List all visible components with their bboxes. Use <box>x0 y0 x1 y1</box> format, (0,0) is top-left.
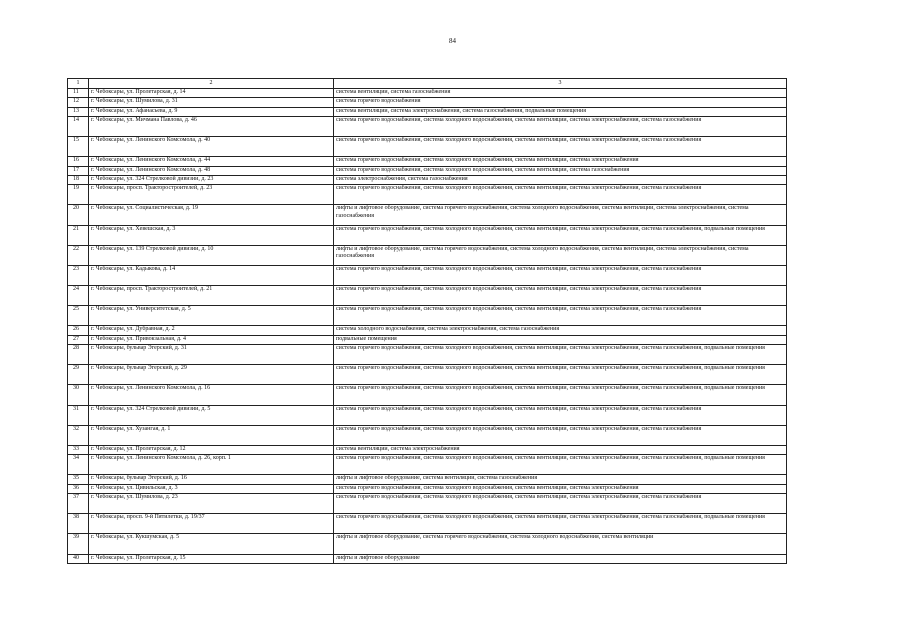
systems-cell: система горячего водоснабжения, система холодного водоснабжения, система вентиляции, система электроснабжения, система газоснабжения <box>334 137 787 157</box>
row-number-cell: 11 <box>68 89 89 98</box>
table-row <box>68 205 787 225</box>
address-cell: г. Чебоксары, ул. 324 Стрелковой дивизии, д. 5 <box>89 405 334 425</box>
table-row <box>68 265 787 285</box>
systems-cell: система горячего водоснабжения, система холодного водоснабжения, система вентиляции, система электроснабжения, система газоснабжения, подвальные помещения <box>334 345 787 365</box>
row-number-cell: 14 <box>68 116 89 136</box>
address-cell: г. Чебоксары, просп. Тракторостроителей, д. 21 <box>89 286 334 306</box>
table-row <box>68 157 787 166</box>
systems-cell: система горячего водоснабжения, система холодного водоснабжения, система вентиляции, система электроснабжения, система газоснабжения <box>334 306 787 326</box>
row-number-cell: 38 <box>68 514 89 534</box>
row-number-cell: 34 <box>68 455 89 475</box>
address-cell: г. Чебоксары, ул. Социалистическая, д. 19 <box>89 205 334 225</box>
systems-cell: лифты и лифтовое оборудование, система горячего водоснабжения, система холодного водоснабжения, система вентиляции, система электроснабжения, система газоснабжения <box>334 205 787 225</box>
table-row <box>68 345 787 365</box>
row-number-cell: 32 <box>68 425 89 445</box>
row-number-cell: 28 <box>68 345 89 365</box>
systems-cell: система вентиляции, система электроснабжения, система газоснабжения, подвальные помещения <box>334 107 787 116</box>
table-row <box>68 534 787 554</box>
address-cell: г. Чебоксары, ул. Ленинского Комсомола, д. 26, корп. 1 <box>89 455 334 475</box>
row-number-cell: 12 <box>68 98 89 107</box>
systems-cell: система горячего водоснабжения, система холодного водоснабжения, система вентиляции, система электроснабжения, система газоснабжения <box>334 185 787 205</box>
row-number-cell: 16 <box>68 157 89 166</box>
address-cell: г. Чебоксары, просп. 9-й Пятилетки, д. 19/37 <box>89 514 334 534</box>
table-row <box>68 475 787 484</box>
systems-cell: система горячего водоснабжения, система холодного водоснабжения, система вентиляции, система электроснабжения, система газоснабжения <box>334 265 787 285</box>
row-number-cell: 29 <box>68 365 89 385</box>
row-number-cell: 20 <box>68 205 89 225</box>
address-cell: г. Чебоксары, ул. Шумилова, д. 23 <box>89 494 334 514</box>
systems-cell: система горячего водоснабжения, система холодного водоснабжения, система вентиляции, система электроснабжения, система газоснабжения, подвальные помещения <box>334 514 787 534</box>
systems-cell: система горячего водоснабжения, система холодного водоснабжения, система вентиляции, система электроснабжения <box>334 157 787 166</box>
address-cell: г. Чебоксары, ул. Университетская, д. 5 <box>89 306 334 326</box>
systems-cell: система горячего водоснабжения, система холодного водоснабжения, система вентиляции, система электроснабжения, система газоснабжения <box>334 425 787 445</box>
table-row <box>68 514 787 534</box>
page-number: 84 <box>449 37 456 45</box>
systems-cell: система вентиляции, система газоснабжения <box>334 89 787 98</box>
systems-cell: система электроснабжения, система газоснабжения <box>334 175 787 184</box>
row-number-cell: 37 <box>68 494 89 514</box>
systems-cell: подвальные помещения <box>334 335 787 344</box>
address-cell: г. Чебоксары, ул. 139 Стрелковой дивизии, д. 10 <box>89 245 334 265</box>
systems-cell: система горячего водоснабжения <box>334 98 787 107</box>
table-row <box>68 225 787 245</box>
address-cell: г. Чебоксары, бульвар Эгерский, д. 29 <box>89 365 334 385</box>
table-row <box>68 425 787 445</box>
address-cell: г. Чебоксары, ул. Ленинского Комсомола, д. 40 <box>89 137 334 157</box>
address-cell: г. Чебоксары, просп. Тракторостроителей, д. 23 <box>89 185 334 205</box>
systems-cell: система горячего водоснабжения, система холодного водоснабжения, система вентиляции, система электроснабжения <box>334 484 787 493</box>
address-cell: г. Чебоксары, ул. Афанасьева, д. 9 <box>89 107 334 116</box>
table-row <box>68 484 787 493</box>
row-number-cell: 39 <box>68 534 89 554</box>
table-row <box>68 137 787 157</box>
systems-cell: система горячего водоснабжения, система холодного водоснабжения, система вентиляции, система электроснабжения, система газоснабжения, подвальные помещения <box>334 365 787 385</box>
systems-cell: система горячего водоснабжения, система холодного водоснабжения, система вентиляции, система электроснабжения, система газоснабжения <box>334 286 787 306</box>
row-number-cell: 31 <box>68 405 89 425</box>
row-number-cell: 25 <box>68 306 89 326</box>
table-row <box>68 98 787 107</box>
table-body <box>68 89 787 564</box>
column-header-systems: 3 <box>334 79 787 89</box>
address-cell: г. Чебоксары, ул. Ленинского Комсомола, д. 44 <box>89 157 334 166</box>
table-row <box>68 385 787 405</box>
table-row <box>68 185 787 205</box>
address-cell: г. Чебоксары, ул. Ленинского Комсомола, д. 16 <box>89 385 334 405</box>
address-cell: г. Чебоксары, ул. Дубравная, д. 2 <box>89 326 334 335</box>
buildings-systems-table <box>67 78 787 564</box>
address-cell: г. Чебоксары, ул. Ленинского Комсомола, д. 48 <box>89 166 334 175</box>
row-number-cell: 36 <box>68 484 89 493</box>
row-number-cell: 33 <box>68 446 89 455</box>
systems-cell: лифты и лифтовое оборудование, система горячего водоснабжения, система холодного водоснабжения, система вентиляции <box>334 534 787 554</box>
address-cell: г. Чебоксары, бульвар Эгерский, д. 31 <box>89 345 334 365</box>
table-row <box>68 116 787 136</box>
address-cell: г. Чебоксары, ул. Хузангая, д. 1 <box>89 425 334 445</box>
row-number-cell: 15 <box>68 137 89 157</box>
table-row <box>68 446 787 455</box>
row-number-cell: 17 <box>68 166 89 175</box>
address-cell: г. Чебоксары, ул. Пролетарская, д. 12 <box>89 446 334 455</box>
address-cell: г. Чебоксары, бульвар Эгерский, д. 16 <box>89 475 334 484</box>
address-cell: г. Чебоксары, ул. Кадыкова, д. 14 <box>89 265 334 285</box>
address-cell: г. Чебоксары, ул. Мичмана Павлова, д. 46 <box>89 116 334 136</box>
row-number-cell: 27 <box>68 335 89 344</box>
systems-cell: система горячего водоснабжения, система холодного водоснабжения, система вентиляции, система газоснабжения <box>334 166 787 175</box>
systems-cell: лифты и лифтовое оборудование <box>334 554 787 563</box>
row-number-cell: 40 <box>68 554 89 563</box>
table-row <box>68 455 787 475</box>
row-number-cell: 24 <box>68 286 89 306</box>
systems-cell: система горячего водоснабжения, система холодного водоснабжения, система вентиляции, система электроснабжения, система газоснабжения <box>334 405 787 425</box>
systems-cell: система вентиляции, система электроснабжения <box>334 446 787 455</box>
address-cell: г. Чебоксары, ул. Пролетарская, д. 15 <box>89 554 334 563</box>
table-row <box>68 175 787 184</box>
systems-cell: система горячего водоснабжения, система холодного водоснабжения, система вентиляции, система электроснабжения, система газоснабжения, подвальные помещения <box>334 225 787 245</box>
address-cell: г. Чебоксары, ул. Привокзальная, д. 4 <box>89 335 334 344</box>
table-row <box>68 306 787 326</box>
table-row <box>68 554 787 563</box>
table-row <box>68 166 787 175</box>
table-row <box>68 405 787 425</box>
row-number-cell: 23 <box>68 265 89 285</box>
address-cell: г. Чебоксары, ул. Пролетарская, д. 14 <box>89 89 334 98</box>
systems-cell: система горячего водоснабжения, система холодного водоснабжения, система вентиляции, система электроснабжения, система газоснабжения, подвальные помещения <box>334 455 787 475</box>
row-number-cell: 30 <box>68 385 89 405</box>
column-header-address: 2 <box>89 79 334 89</box>
row-number-cell: 22 <box>68 245 89 265</box>
column-header-number: 1 <box>68 79 89 89</box>
row-number-cell: 19 <box>68 185 89 205</box>
systems-cell: система горячего водоснабжения, система холодного водоснабжения, система вентиляции, система электроснабжения, система газоснабжения <box>334 494 787 514</box>
table-row <box>68 286 787 306</box>
systems-cell: лифты и лифтовое оборудование, система горячего водоснабжения, система холодного водоснабжения, система вентиляции, система электроснабжения, система газоснабжения <box>334 245 787 265</box>
table-row <box>68 494 787 514</box>
row-number-cell: 13 <box>68 107 89 116</box>
systems-cell: система горячего водоснабжения, система холодного водоснабжения, система вентиляции, система электроснабжения, система газоснабжения, подвальные помещения <box>334 385 787 405</box>
table-row <box>68 326 787 335</box>
address-cell: г. Чебоксары, ул. Шумилова, д. 31 <box>89 98 334 107</box>
address-cell: г. Чебоксары, ул. Цивильская, д. 3 <box>89 484 334 493</box>
systems-cell: лифты и лифтовое оборудование, система вентиляции, система газоснабжения <box>334 475 787 484</box>
address-cell: г. Чебоксары, ул. Кукшумская, д. 5 <box>89 534 334 554</box>
table-row <box>68 335 787 344</box>
row-number-cell: 21 <box>68 225 89 245</box>
table-row <box>68 107 787 116</box>
table-row <box>68 245 787 265</box>
table-header-row <box>68 79 787 89</box>
systems-cell: система горячего водоснабжения, система холодного водоснабжения, система вентиляции, система электроснабжения, система газоснабжения <box>334 116 787 136</box>
row-number-cell: 18 <box>68 175 89 184</box>
table-row <box>68 365 787 385</box>
table-row <box>68 89 787 98</box>
address-cell: г. Чебоксары, ул. 324 Стрелковой дивизии, д. 23 <box>89 175 334 184</box>
address-cell: г. Чебоксары, ул. Хевешская, д. 3 <box>89 225 334 245</box>
row-number-cell: 26 <box>68 326 89 335</box>
row-number-cell: 35 <box>68 475 89 484</box>
systems-cell: система холодного водоснабжения, система электроснабжения, система газоснабжения <box>334 326 787 335</box>
